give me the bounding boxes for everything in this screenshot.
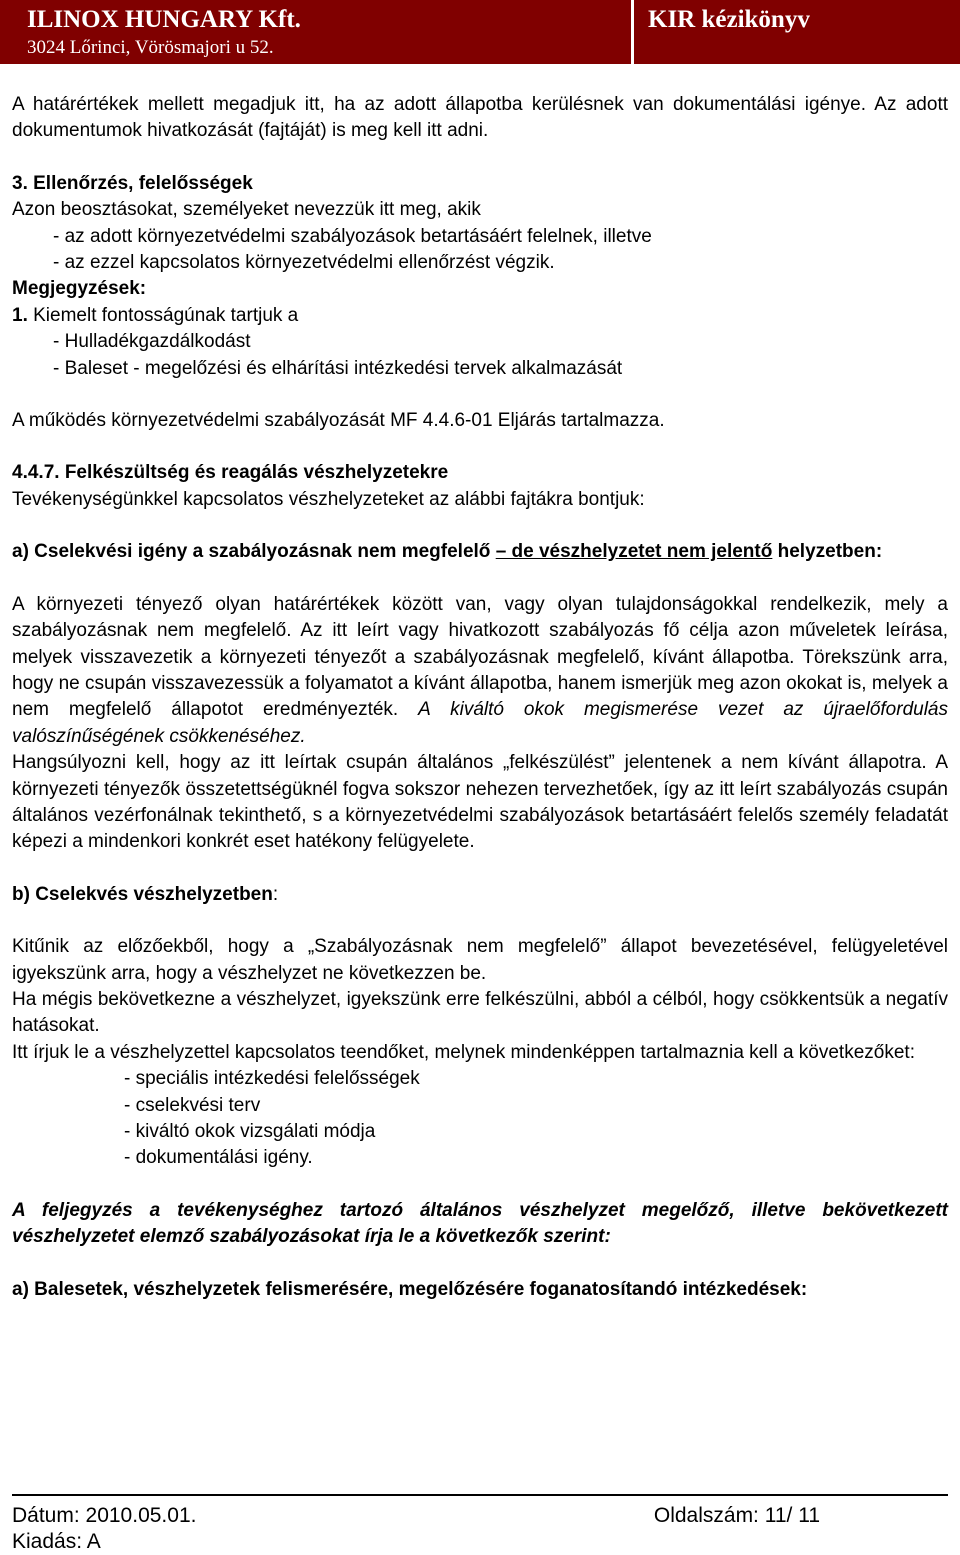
subsection-a-heading-underlined: – de vészhelyzetet nem jelentő: [495, 541, 773, 563]
doc-title-block: [631, 0, 960, 64]
footer-divider: [12, 1494, 948, 1496]
page-footer: [12, 1503, 948, 1555]
subsection-a-paragraph-1-italic: A kiváltó okok megismerése vezet az újraelőfordulás valószínűségének csökkenéséhez.: [12, 699, 948, 747]
subsection-b-paragraph-1: Kitűnik az előzőekből, hogy a „Szabályozásnak nem megfelelő” állapot bevezetésével, felügyeletével igyekszünk arra, hogy a vészhelyzet ne következzen be.: [12, 936, 948, 984]
mf-reference: A működés környezetvédelmi szabályozását MF 4.4.6-01 Eljárás tartalmazza.: [12, 410, 665, 432]
subsection-a2-heading: a) Balesetek, vészhelyzetek felismerésére, megelőzésére foganatosítandó intézkedések:: [12, 1278, 808, 1300]
subsection-b-heading-text: b) Cselekvés vészhelyzetben: [12, 883, 273, 905]
note-1-text: Kiemelt fontosságúnak tartjuk a: [27, 304, 299, 326]
subsection-a-heading-end: helyzetben:: [772, 541, 883, 563]
subsection-b-paragraph-2: Ha mégis bekövetkezne a vészhelyzet, igyekszünk erre felkészülni, abból a célból, hogy csökkentsük a negatív hatásokat.: [12, 988, 948, 1037]
note-1-item: - Hulladékgazdálkodást: [53, 331, 251, 353]
note-1: [12, 303, 948, 329]
footer-page-number: Oldalszám: 11/ 11: [653, 1504, 820, 1527]
section-3-heading: 3. Ellenőrzés, felelősségek: [12, 172, 253, 194]
section-3-intro: Azon beosztásokat, személyeket nevezzük itt meg, akik: [12, 199, 481, 221]
subsection-a-paragraph-1-text: A környezeti tényező olyan határértékek között van, vagy olyan tulajdonságokkal rendelkezik, mely a szabályozásnak nem megfelelő. Az itt leírt vagy hivatkozott szabályozás fő célja azon műveletek leírása, melyek visszavezetik a környezeti tényezőt a szabályozásnak megfelelő, kívánt állapotba. Törekszünk arra, hogy ne csupán visszavezessük a folyamatot a kívánt állapotba, hanem ismerjük meg azon okokat is, melyek a nem megfelelő állapotot eredményezték.: [12, 593, 948, 721]
subsection-b-item: - speciális intézkedési felelősségek: [124, 1068, 420, 1090]
subsection-b-paragraph-3: Itt írjuk le a vészhelyzettel kapcsolatos teendőket, melynek mindenképpen tartalmaznia kell a következőket:: [12, 1041, 915, 1063]
subsection-b-heading-colon: :: [272, 883, 279, 905]
note-1-number: 1.: [12, 304, 28, 326]
section-3-item: - az ezzel kapcsolatos környezetvédelmi ellenőrzést végzik.: [53, 252, 555, 274]
company-address: 3024 Lőrinci, Vörösmajori u 52.: [27, 37, 274, 58]
footer-edition: Kiadás: A: [12, 1530, 101, 1553]
subsection-b-item: - dokumentálási igény.: [124, 1147, 313, 1169]
footer-date: Dátum: 2010.05.01.: [12, 1504, 197, 1527]
subsection-a-heading: [12, 539, 948, 565]
page-header: [0, 0, 960, 64]
note-1-item: - Baleset - megelőzési és elhárítási intézkedési tervek alkalmazását: [53, 357, 623, 379]
company-name: ILINOX HUNGARY Kft.: [27, 6, 301, 33]
section-447-intro: Tevékenységünkkel kapcsolatos vészhelyzeteket az alábbi fajtákra bontjuk:: [12, 488, 645, 510]
notes-heading: Megjegyzések:: [12, 278, 147, 300]
section-447-heading: 4.4.7. Felkészültség és reagálás vészhelyzetekre: [12, 462, 449, 484]
record-paragraph: A feljegyzés a tevékenységhez tartozó általános vészhelyzet megelőző, illetve bekövetkezett vészhelyzetet elemző szabályozásokat írja le a következők szerint:: [12, 1199, 948, 1248]
paragraph-threshold-docs: A határértékek mellett megadjuk itt, ha az adott állapotba kerülésnek van dokumentálási igénye. Az adott dokumentumok hivatkozását (fajtáját) is meg kell itt adni.: [12, 94, 948, 142]
document-title: KIR kézikönyv: [648, 6, 810, 33]
subsection-a-paragraph-1: [12, 592, 948, 750]
subsection-b-item: - cselekvési terv: [124, 1094, 261, 1116]
subsection-a-heading-text: a) Cselekvési igény a szabályozásnak nem megfelelő: [12, 541, 496, 563]
subsection-b-heading: [12, 882, 948, 908]
subsection-b-item: - kiváltó okok vizsgálati módja: [124, 1121, 376, 1142]
document-body: [12, 92, 948, 1303]
subsection-a-paragraph-2: Hangsúlyozni kell, hogy az itt leírtak csupán általános „felkészülést” jelentenek a nem kívánt állapotra. A környezeti tényezők összetettségüknél fogva sokszor nehezen tervezhetőek, így az itt leírt szabályozás csupán általános vezérfonálnak tekinthető, s a környezetvédelmi szabályozások betartásáért felelős személy feladatát képezi a mindenkori konkrét eset hatékony felügyelete.: [12, 752, 948, 853]
section-3-item: - az adott környezetvédelmi szabályozások betartásáért felelnek, illetve: [53, 225, 652, 247]
company-block: [0, 0, 631, 64]
